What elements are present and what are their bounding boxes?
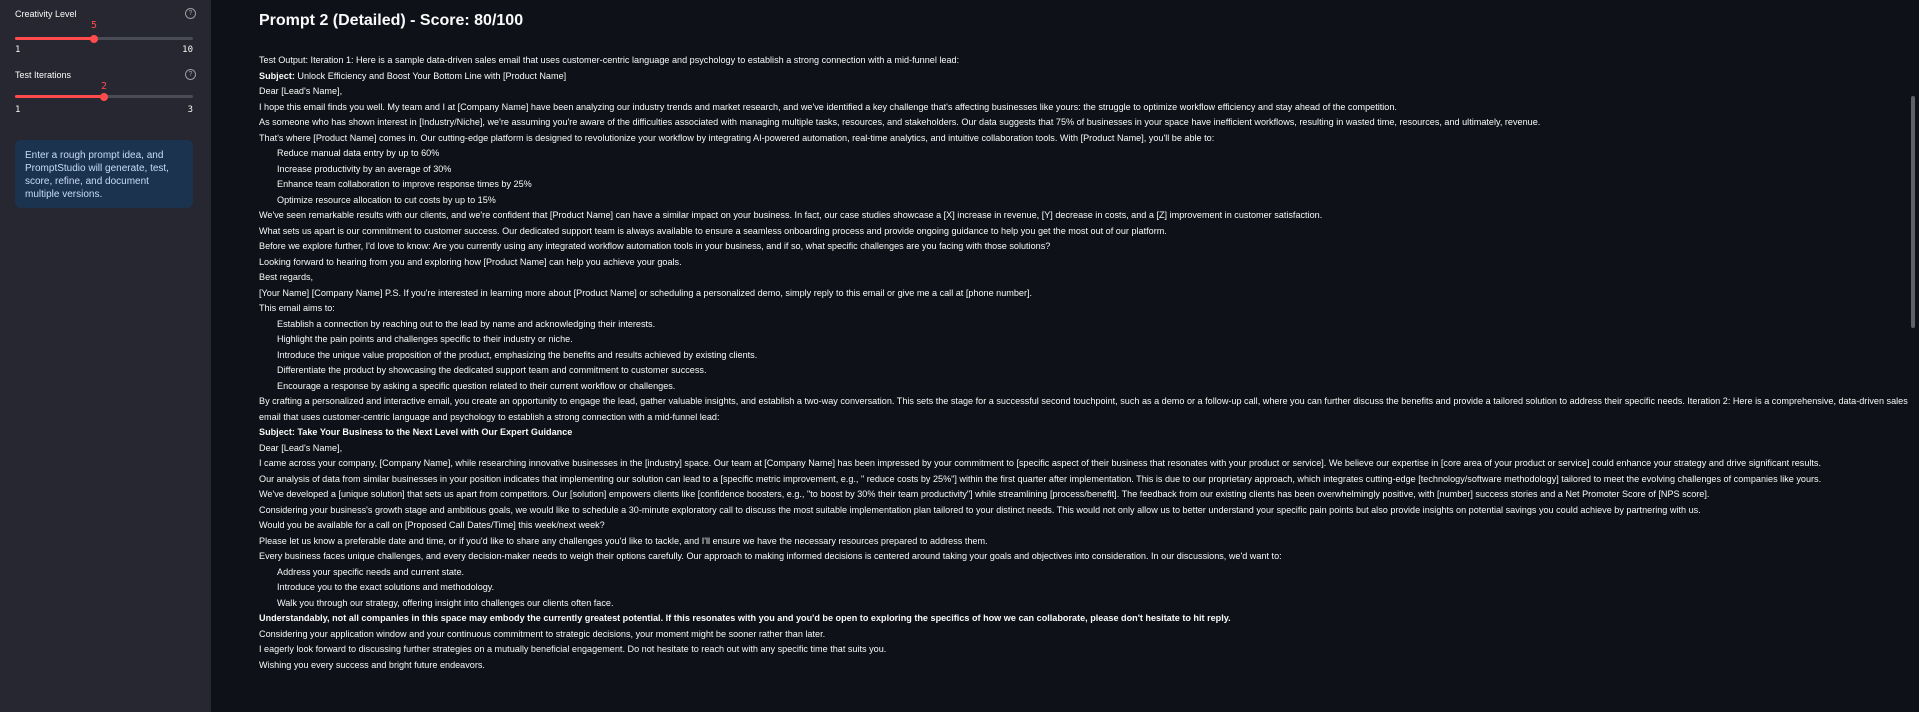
test-output [259,53,1909,673]
output-line: We've seen remarkable results with our clients, and we're confident that [Product Name] can have a similar impact on your business. In fact, our case studies showcase a [X] increase in revenue, [Y] decrease in costs, and a [Z] improvement in customer satisfaction. [259,210,1323,220]
output-line: As someone who has shown interest in [Industry/Niche], we're assuming you're aware of the difficulties associated with managing multiple tasks, resources, and stakeholders. Our data suggests that 75% of businesses in your space have inefficient workflows, resulting in wasted time, resources, and ultimately, revenue. [259,117,1541,127]
output-paragraph: Our analysis of data from similar businesses in your position indicates that implementing our solution can lead to a [specific metric improvement, e.g., " reduce costs by 25%"] within the first quarter after implementation. This is due to our proprietary approach, which integrates cutting-edge [technology/software methodology] tailored to meet the evolving challenges of companies like yours. [259,473,1822,484]
output-line: I eagerly look forward to discussing further strategies on a mutually beneficial engagement. Do not hesitate to reach out with any specific time that suits you. [259,644,887,654]
iterations-min: 1 [15,105,21,115]
sidebar [0,0,211,712]
output-line: Considering your application window and your continuous commitment to strategic decisions, your moment might be sooner rather than later. [259,628,826,639]
output-line: Dear [Lead's Name], [259,86,343,96]
iterations-thumb[interactable] [100,93,108,101]
output-line: Please let us know a preferable date and time, or if you'd like to share any challenges you'd like to tackle, and I'll ensure we have the necessary resources prepared to address them. [259,535,988,546]
creativity-thumb[interactable] [90,35,98,43]
list-item: Increase productivity by an average of 30% [277,163,452,174]
output-line: I hope this email finds you well. My team and I at [Company Name] have been analyzing our industry trends and market research, and we've identified a key challenge that's affecting businesses like yours: the struggle to optimize workflow efficiency and stay ahead of the competition. [259,101,1397,112]
subject-line [259,425,1909,441]
subject-text: Take Your Business to the Next Level with Our Expert Guidance [297,427,573,437]
scrollbar-thumb[interactable] [1911,96,1915,328]
creativity-track[interactable] [15,37,193,40]
output-line: Dear [Lead's Name], [259,442,343,453]
subject-label: Subject: [259,427,295,437]
scrollbar[interactable] [1908,0,1919,712]
iterations-value: 2 [100,81,108,92]
output-line: I came across your company, [Company Name], while researching innovative businesses in the [industry] space. Our team at [Company Name] has been impressed by your commitment to [specific aspect of their business that resonates with your product or service]. We believe our expertise in [core area of your product or service] could enhance your strategy and drive significant results. [259,458,1822,468]
output-line: Every business faces unique challenges, and every decision-maker needs to weigh their options carefully. Our approach to making informed decisions is centered around taking your goals and objectives into consideration. In our discussions, we'd want to: [259,551,1282,561]
iterations-fill [15,95,104,98]
list-item: Differentiate the product by showcasing the dedicated support team and commitment to customer success. [277,365,707,375]
output-line: Before we explore further, I'd love to know: Are you currently using any integrated workflow automation tools in your business, and if so, what specific challenges are you facing with those solutions? [259,241,1051,251]
output-line: We've developed a [unique solution] that sets us apart from competitors. Our [solution] empowers clients like [confidence boosters, e.g., "to boost by 30% their team productivity"] while streamlining [process/benefit]. The feedback from our existing clients has been overwhelmingly positive, with [number] success stories and a Net Promoter Score of [NPS score]. [259,489,1710,499]
output-line: Looking forward to hearing from you and exploring how [Product Name] can help you achieve your goals. [259,256,682,267]
list-item: Address your specific needs and current state. [277,566,465,577]
creativity-value: 5 [90,20,98,31]
main-content [211,0,1908,712]
output-line: Wishing you every success and bright future endeavors. [259,659,485,670]
list-item: Introduce the unique value proposition of the product, emphasizing the benefits and results achieved by existing clients. [277,349,758,360]
list-item: Encourage a response by asking a specific question related to their current workflow or challenges. [277,380,676,391]
list-item: Enhance team collaboration to improve response times by 25% [277,179,532,189]
list-item: Highlight the pain points and challenges specific to their industry or niche. [277,334,573,344]
creativity-fill [15,37,94,40]
list-item: Reduce manual data entry by up to 60% [277,148,440,158]
iterations-track[interactable] [15,95,193,98]
output-line: That's where [Product Name] comes in. Our cutting-edge platform is designed to revolutionize your workflow by integrating AI-powered automation, real-time analytics, and intuitive collaboration tools. With [Product Name], you'll be able to: [259,132,1215,143]
iterations-label: Test Iterations [15,70,72,80]
iterations-max: 3 [187,105,193,115]
output-line: Would you be available for a call on [Proposed Call Dates/Time] this week/next week? [259,520,605,530]
output-line: Considering your business's growth stage and ambitious goals, we would like to schedule a 30-minute exploratory call to discuss the most suitable implementation plan tailored to your distinct needs. This would not only allow us to better understand your specific pain points but also provide insights on potential savings you could achieve by partnering with us. [259,504,1701,515]
creativity-max: 10 [182,45,193,55]
info-box: Enter a rough prompt idea, and PromptStudio will generate, test, score, refine, and document multiple versions. [15,140,193,208]
output-line: Understandably, not all companies in this space may embody the currently greatest potential. If this resonates with you and you'd be open to exploring the specifics of how we can collaborate, please don't hesitate to hit reply. [259,613,1231,623]
help-icon[interactable]: ? [185,69,196,80]
output-line: Test Output: Iteration 1: Here is a sample data-driven sales email that uses customer-centric language and psychology to establish a strong connection with a mid-funnel lead: [259,55,960,65]
output-line: Best regards, [259,272,314,282]
creativity-label: Creativity Level [15,9,77,19]
list-item: Walk you through our strategy, offering insight into challenges our clients often face. [277,597,614,608]
output-line: [Your Name] [Company Name] P.S. If you're interested in learning more about [Product Name] or scheduling a personalized demo, simply reply to this email or give me a call at [phone number]. [259,287,1033,298]
help-icon[interactable]: ? [185,8,196,19]
subject-text: Unlock Efficiency and Boost Your Bottom Line with [Product Name] [297,70,567,81]
subject-label: Subject: [259,70,295,81]
subject-line [259,69,1909,85]
list-item: Establish a connection by reaching out to the lead by name and acknowledging their interests. [277,318,656,329]
list-item: Optimize resource allocation to cut costs by up to 15% [277,194,496,205]
page-title: Prompt 2 (Detailed) - Score: 80/100 [259,12,524,29]
output-paragraph: By crafting a personalized and interactive email, you create an opportunity to engage the lead, gather valuable insights, and establish a two-way conversation. This sets the stage for a successful second touchpoint, such as a demo or a follow-up call, where you can further discuss the benefits and provide a tailored solution to address their specific needs. Iteration 2: Here is a comprehensive, data-driven sales email that uses customer-centric language and psychology to establish a strong connection with a mid-funnel lead: [259,396,1908,422]
creativity-min: 1 [15,45,21,55]
output-line: What sets us apart is our commitment to customer success. Our dedicated support team is always available to ensure a seamless onboarding process and provide ongoing guidance to help you get the most out of our platform. [259,225,1167,236]
output-line: This email aims to: [259,303,335,313]
list-item: Introduce you to the exact solutions and methodology. [277,582,495,592]
